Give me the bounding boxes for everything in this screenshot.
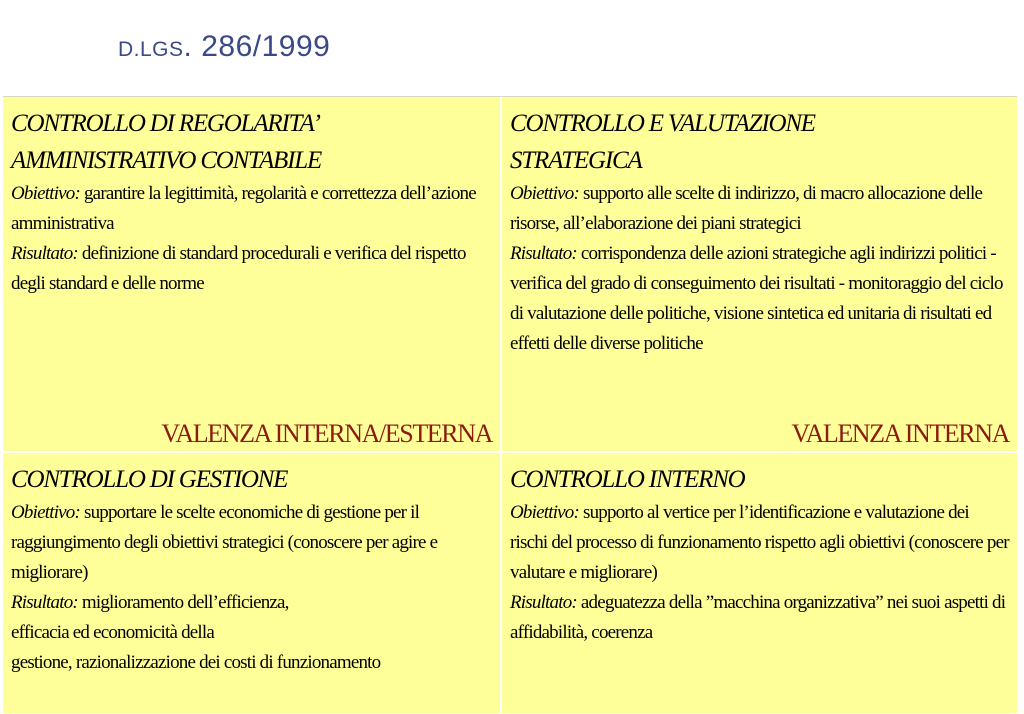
objective-paragraph [11,179,492,239]
result-text: definizione di standard procedurali e verifica del rispetto degli standard e delle norme [11,243,466,294]
objective-paragraph [11,498,492,588]
quadrant-regolarita [3,97,502,453]
quadrant-heading [510,461,1009,498]
objective-text: garantire la legittimità, regolarità e correttezza dell’azione amministrativa [11,183,476,234]
quadrant-heading [510,105,1009,179]
controls-grid [3,96,1017,713]
heading-line: CONTROLLO E VALUTAZIONE [510,110,815,137]
result-paragraph [510,239,1009,359]
objective-paragraph [510,179,1009,239]
slide-title [118,30,330,64]
objective-label: Obiettivo: [510,502,580,523]
heading-line: STRATEGICA [510,147,642,174]
valenza-label: VALENZA INTERNA/ESTERNA [161,419,492,448]
heading-line: CONTROLLO INTERNO [510,466,745,493]
result-line: efficacia ed economicità della [11,622,214,643]
result-paragraph [11,239,492,299]
quadrant-strategica [502,97,1017,453]
result-text: corrispondenza delle azioni strategiche agli indirizzi politici -verifica del grado di conseguimento dei risultati - monitoraggio del ciclo di valutazione delle politiche, visione sintetica ed unitaria di risultati ed effetti delle diverse politiche [510,243,1003,354]
quadrant-gestione [3,453,502,713]
objective-label: Obiettivo: [11,502,81,523]
result-label: Risultato: [510,243,577,264]
quadrant-heading [11,461,492,498]
heading-line: CONTROLLO DI GESTIONE [11,466,288,493]
heading-line: CONTROLLO DI REGOLARITA’ [11,110,320,137]
objective-label: Obiettivo: [510,183,580,204]
result-paragraph [11,588,492,678]
objective-text: supportare le scelte economiche di gestione per il raggiungimento degli obiettivi strategici (conoscere per agire e migliorare) [11,502,438,583]
quadrant-heading [11,105,492,179]
objective-label: Obiettivo: [11,183,81,204]
result-line: miglioramento dell’efficienza, [77,592,289,613]
objective-text: supporto al vertice per l’identificazione e valutazione dei rischi del processo di funzionamento rispetto agli obiettivi (conoscere per valutare e migliorare) [510,502,1009,583]
title-rest: . 286/1999 [183,30,331,63]
heading-line: AMMINISTRATIVO CONTABILE [11,147,322,174]
result-label: Risultato: [11,592,78,613]
result-line: gestione, razionalizzazione dei costi di funzionamento [11,652,381,673]
objective-paragraph [510,498,1009,588]
result-label: Risultato: [11,243,78,264]
title-prefix: D.LGS [118,38,184,61]
objective-text: supporto alle scelte di indirizzo, di macro allocazione delle risorse, all’elaborazione dei piani strategici [510,183,983,234]
result-text: adeguatezza della ”macchina organizzativa” nei suoi aspetti di affidabilità, coerenza [510,592,1006,643]
result-label: Risultato: [510,592,577,613]
result-paragraph [510,588,1009,648]
quadrant-interno [502,453,1017,713]
valenza-label: VALENZA INTERNA [791,419,1009,448]
